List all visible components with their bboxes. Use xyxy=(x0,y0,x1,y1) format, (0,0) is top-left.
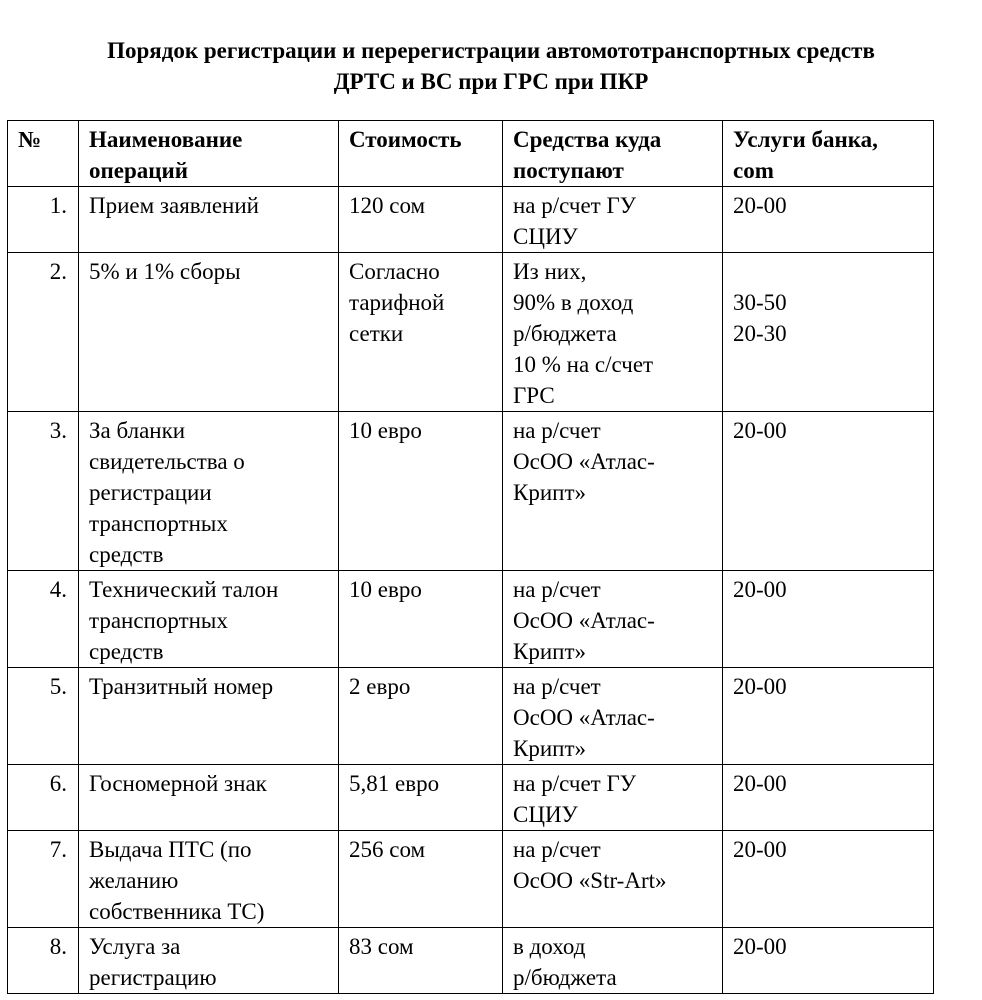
destination-cell: на р/счет ГУ СЦИУ xyxy=(503,187,723,253)
cost-cell: 5,81 евро xyxy=(339,765,503,831)
cost-cell: 2 евро xyxy=(339,668,503,765)
fees-table xyxy=(7,120,934,994)
bank-fee-cell: 20-00 xyxy=(723,831,934,928)
table-row xyxy=(8,412,934,571)
bank-fee-cell: 20-00 xyxy=(723,412,934,571)
row-number: 5. xyxy=(8,668,79,765)
operation-name-cell: Прием заявлений xyxy=(79,187,339,253)
operation-name-cell: Транзитный номер xyxy=(79,668,339,765)
table-row xyxy=(8,765,934,831)
table-row xyxy=(8,253,934,412)
table-row xyxy=(8,668,934,765)
cost-cell: 83 сом xyxy=(339,928,503,994)
row-number: 4. xyxy=(8,571,79,668)
destination-cell: Из них, 90% в доход р/бюджета 10 % на с/счет ГРС xyxy=(503,253,723,412)
table-row xyxy=(8,831,934,928)
bank-fee-cell: 20-00 xyxy=(723,765,934,831)
title-line-2: ДРТС и ВС при ГРС при ПКР xyxy=(333,69,649,94)
row-number: 3. xyxy=(8,412,79,571)
destination-cell: на р/счет ОсОО «Атлас- Крипт» xyxy=(503,571,723,668)
table-row xyxy=(8,187,934,253)
operation-name-cell: Выдача ПТС (по желанию собственника ТС) xyxy=(79,831,339,928)
row-number: 8. xyxy=(8,928,79,994)
cost-cell: 256 сом xyxy=(339,831,503,928)
header-bank-services: Услуги банка, com xyxy=(723,121,934,187)
header-number: № xyxy=(8,121,79,187)
header-operation-name: Наименование операций xyxy=(79,121,339,187)
destination-cell: на р/счет ОсОО «Атлас- Крипт» xyxy=(503,412,723,571)
cost-cell: 120 сом xyxy=(339,187,503,253)
operation-name-cell: Технический талон транспортных средств xyxy=(79,571,339,668)
row-number: 7. xyxy=(8,831,79,928)
bank-fee-cell: 20-00 xyxy=(723,668,934,765)
bank-fee-cell: 30-50 20-30 xyxy=(723,253,934,412)
bank-fee-cell: 20-00 xyxy=(723,571,934,668)
row-number: 1. xyxy=(8,187,79,253)
row-number: 6. xyxy=(8,765,79,831)
header-cost: Стоимость xyxy=(339,121,503,187)
cost-cell: 10 евро xyxy=(339,412,503,571)
destination-cell: в доход р/бюджета xyxy=(503,928,723,994)
row-number: 2. xyxy=(8,253,79,412)
table-row xyxy=(8,928,934,994)
operation-name-cell: 5% и 1% сборы xyxy=(79,253,339,412)
operation-name-cell: Госномерной знак xyxy=(79,765,339,831)
table-row xyxy=(8,571,934,668)
cost-cell: 10 евро xyxy=(339,571,503,668)
header-destination: Средства куда поступают xyxy=(503,121,723,187)
document-title xyxy=(0,35,982,97)
destination-cell: на р/счет ГУ СЦИУ xyxy=(503,765,723,831)
table-header-row xyxy=(8,121,934,187)
bank-fee-cell: 20-00 xyxy=(723,187,934,253)
operation-name-cell: За бланки свидетельства о регистрации транспортных средств xyxy=(79,412,339,571)
cost-cell: Согласно тарифной сетки xyxy=(339,253,503,412)
title-line-1: Порядок регистрации и перерегистрации автомототранспортных средств xyxy=(107,38,875,63)
destination-cell: на р/счет ОсОО «Str-Art» xyxy=(503,831,723,928)
bank-fee-cell: 20-00 xyxy=(723,928,934,994)
destination-cell: на р/счет ОсОО «Атлас- Крипт» xyxy=(503,668,723,765)
operation-name-cell: Услуга за регистрацию xyxy=(79,928,339,994)
